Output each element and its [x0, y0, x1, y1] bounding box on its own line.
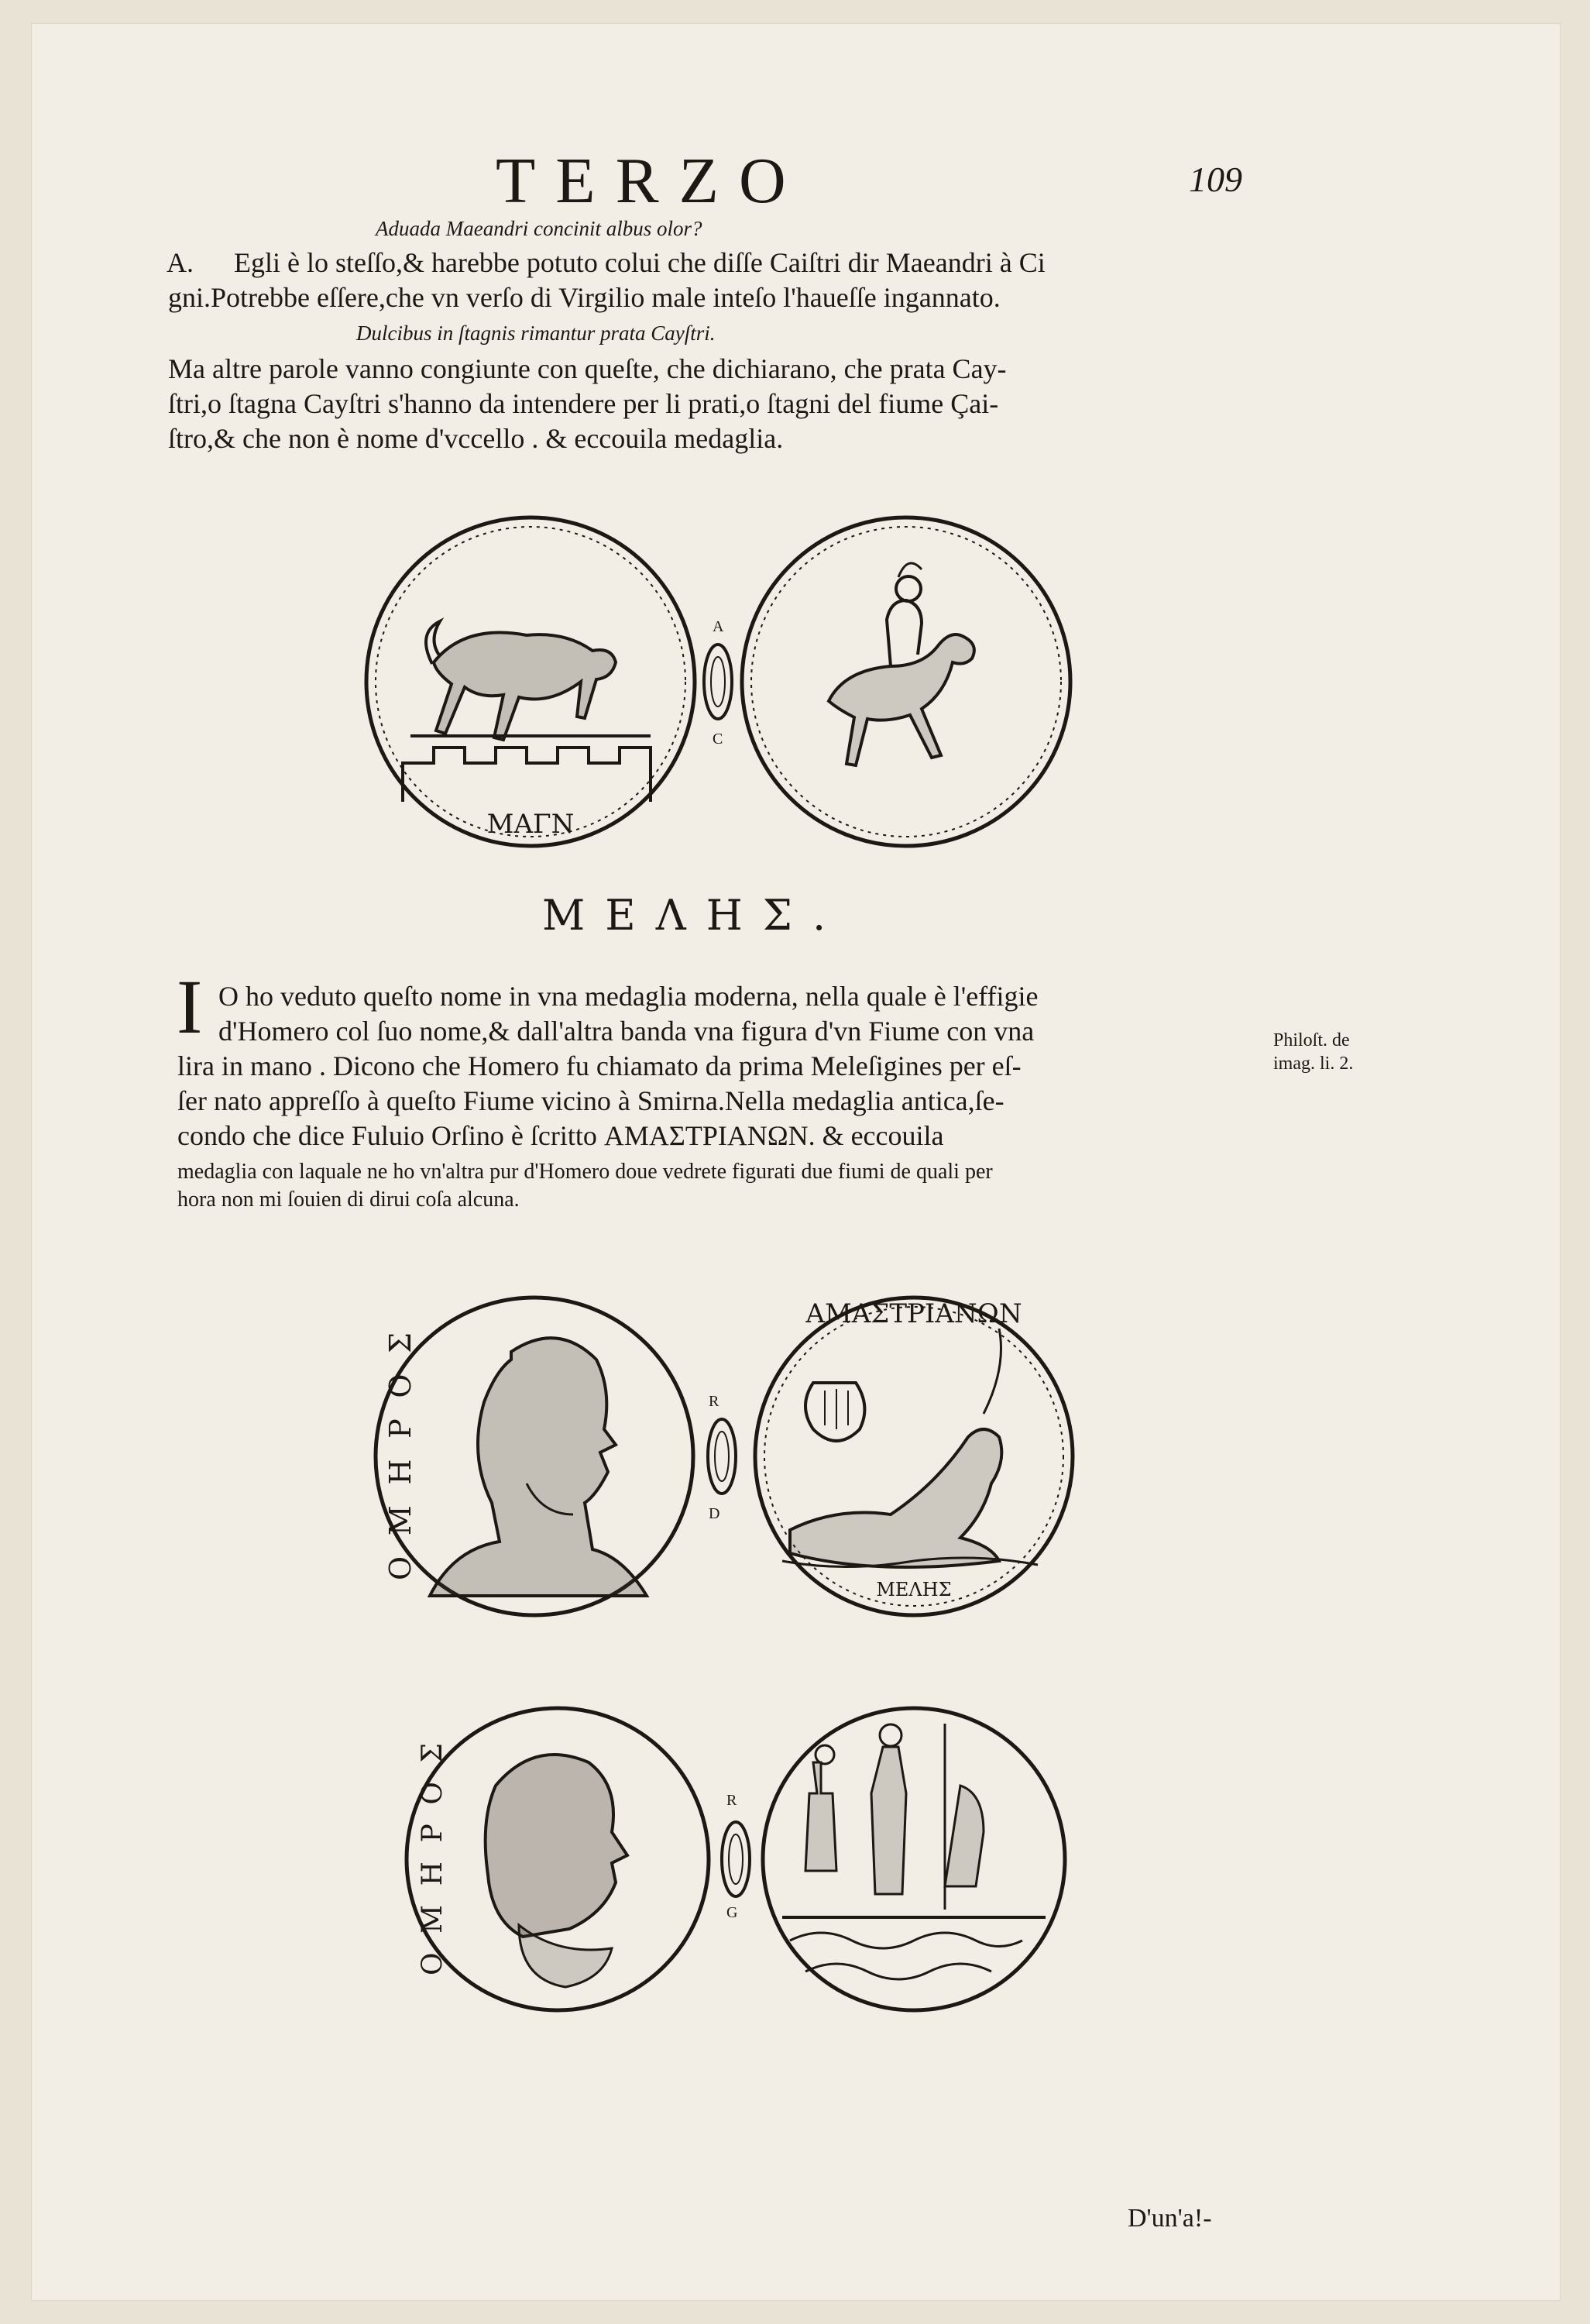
coin-pair-homer-scene [403, 1693, 1077, 2026]
running-head: TERZO [496, 145, 806, 217]
speaker-mark: A. [167, 247, 194, 278]
margin-note: imag. li. 2. [1273, 1054, 1354, 1074]
marker-letter: D [709, 1505, 720, 1522]
body-line: gni.Potrebbe eſſere,che vn verſo di Virgilio male inteſo l'haueſſe ingannato. [168, 282, 1001, 313]
margin-note: Philoſt. de [1273, 1030, 1350, 1050]
marker-letter: R [709, 1393, 719, 1410]
drop-capital: I [177, 964, 203, 1050]
quote-line: Aduada Maeandri concinit albus olor? [376, 217, 702, 240]
page-number: 109 [1189, 160, 1242, 199]
coin-legend: ΟΜΗΡΟΣ [383, 1332, 417, 1580]
body-line: O ho veduto queſto nome in vna medaglia moderna, nella quale è l'effigie [218, 981, 1039, 1012]
body-line: lira in mano . Dicono che Homero fu chiamato da prima Meleſigines per eſ- [177, 1050, 1022, 1081]
coin-pair-bull-horseman [364, 500, 1077, 864]
coin-legend: ΑΜΑΣΤΡΙΑΝΩΝ [805, 1298, 1022, 1329]
coin-legend: ΜΑΓΝ [486, 809, 575, 840]
catchword: D'un'a!- [1128, 2204, 1212, 2233]
marker-letter: R [726, 1792, 737, 1809]
quote-line: Dulcibus in ſtagnis rimantur prata Cayſtri. [356, 321, 716, 345]
body-line: Ma altre parole vanno congiunte con queſte, che dichiarano, che prata Cay- [168, 353, 1007, 384]
body-line: Egli è lo steſſo,& harebbe potuto colui che diſſe Caiſtri dir Maeandri à Ci [234, 247, 1046, 278]
body-line: hora non mi ſouien di dirui coſa alcuna. [177, 1188, 520, 1212]
coin-pair-homer-river [372, 1282, 1077, 1631]
body-line: ſer nato appreſſo à queſto Fiume vicino à Smirna.Nella medaglia antica,ſe- [177, 1085, 1004, 1116]
body-line: ſtri,o ſtagna Cayſtri s'hanno da intendere per li prati,o ſtagni del fiume Çai- [168, 388, 999, 419]
body-line: condo che dice Fuluio Orſino è ſcritto ΑΜΑΣΤΡΙΑΝΩΝ. & eccouila [177, 1120, 944, 1151]
body-line: ſtro,& che non è nome d'vccello . & eccouila medaglia. [168, 423, 784, 454]
marker-letter: C [713, 731, 723, 748]
coin-legend: ΜΕΛΗΣ [876, 1579, 952, 1600]
marker-letter: A [713, 618, 724, 635]
coin-legend: ΟΜΗΡΟΣ [417, 1743, 448, 1975]
marker-letter: G [726, 1904, 738, 1921]
body-line: d'Homero col ſuo nome,& dall'altra banda vna figura d'vn Fiume con vna [218, 1016, 1035, 1047]
section-title: ΜΕΛΗΣ. [542, 891, 847, 940]
body-line: medaglia con laquale ne ho vn'altra pur d'Homero doue vedrete figurati due fiumi de quali per [177, 1160, 993, 1184]
